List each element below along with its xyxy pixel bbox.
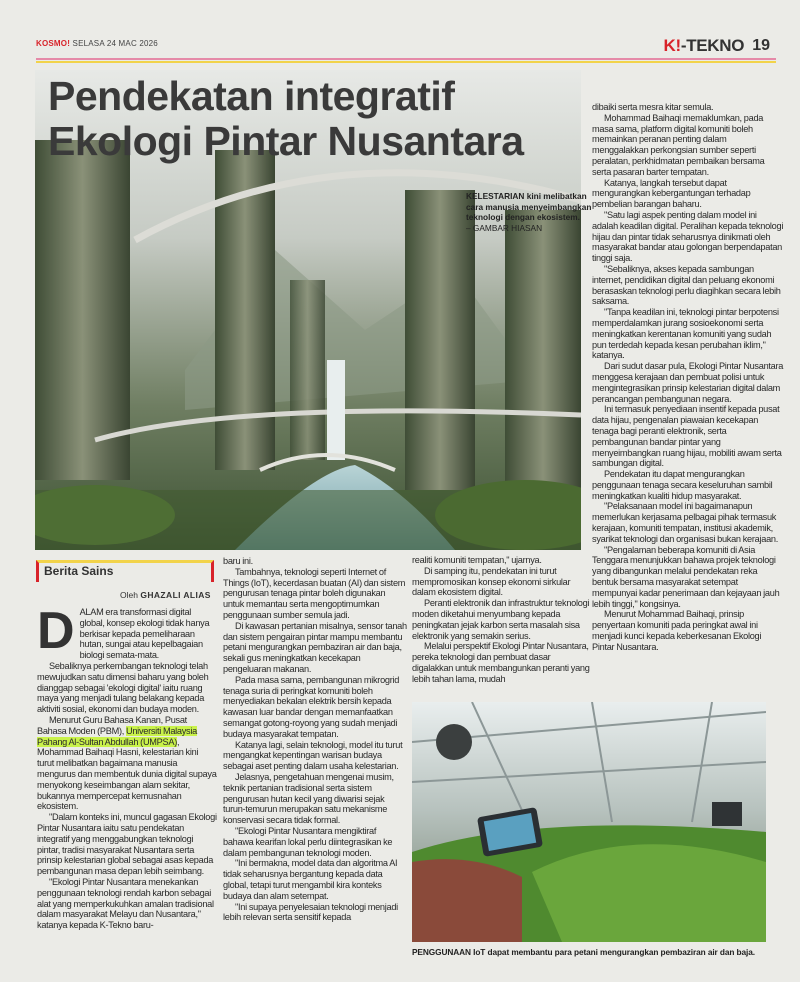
hero-caption: KELESTARIAN kini melibatkan cara manusia menyeimbangkan teknologi dengan ekosistem. – GAMBAR HIASAN [466, 191, 592, 233]
highlighted-university: Universiti Malaysia Pahang Al-Sultan Abdullah (UMPSA) [37, 725, 197, 747]
issue-date: SELASA 24 MAC 2026 [72, 39, 158, 48]
masthead-dateline [36, 39, 158, 48]
byline: Oleh GHAZALI ALIAS [120, 590, 211, 600]
column-tag: Berita Sains [44, 564, 114, 578]
article-column-3: realiti komuniti tempatan," ujarnya. Di samping itu, pendekatan ini turut mempromosikan konsep ekonomi sirkular dalam ekosistem digital. Peranti elektronik dan infrastruktur teknologi moden diketahui menyumbang kepada peningkatan jejak karbon serta masalah sisa elektronik yang semakin serius. Melalui perspektif Ekologi Pintar Nusantara, pereka teknologi dan pembuat dasar digalakkan untuk membangunkan peranti yang lebih tahan lama, mudah [412, 555, 590, 684]
greenhouse-photo [412, 702, 766, 942]
header-rule-yellow [36, 61, 776, 63]
article-column-2: baru ini. Tambahnya, teknologi seperti Internet of Things (IoT), kecerdasan buatan (AI) dan sistem pengurusan tenaga pintar boleh digunakan untuk memantau serta mengoptimumkan penggunaan sumber semula jadi. Di kawasan pertanian misalnya, sensor tanah dan sistem pengairan pintar mampu membantu petani mengurangkan pembaziran air dan baja, sekali gus meningkatkan kecekapan pengeluaran makanan. Pada masa sama, pembangunan mikrogrid tenaga suria di peringkat komuniti boleh menyediakan bekalan elektrik bersih kepada kawasan luar bandar dengan memanfaatkan semangat gotong-royong yang sudah menjadi budaya masyarakat tempatan. Katanya lagi, selain teknologi, model itu turut mengangkat kepentingan warisan budaya sebagai aset penting dalam usaha kelestarian. Jelasnya, pengetahuan mengenai musim, teknik pertanian tradisional serta sistem pengurusan hutan kecil yang diwarisi sejak turun-temurun merupakan satu mekanisme konservasi secara tidak formal. "Ekologi Pintar Nusantara mengiktiraf bahawa kearifan lokal perlu diintegrasikan ke dalam pembangunan teknologi moden. "Ini bermakna, model data dan algoritma AI tidak seharusnya bergantung kepada data global, tetapi turut mengambil kira konteks budaya dan alam setempat. "Ini supaya penyelesaian teknologi menjadi lebih relevan serta sensitif kepada [223, 556, 407, 923]
brand-logo: KOSMO! [36, 39, 71, 48]
article-column-4: dibaiki serta mesra kitar semula. Mohammad Baihaqi memaklumkan, pada masa sama, platform digital komuniti boleh memainkan peranan penting dalam menggalakkan perkongsian sumber seperti peralatan, perkhidmatan pembaikan bersama serta pasaran barter tempatan. Katanya, langkah tersebut dapat mengurangkan kebergantungan terhadap pembelian barangan baharu. "Satu lagi aspek penting dalam model ini adalah keadilan digital. Peralihan kepada teknologi hijau dan pintar tidak seharusnya dinikmati oleh masyarakat bandar atau golongan berpendapatan tinggi saja. "Sebaliknya, akses kepada sambungan internet, pendidikan digital dan peluang ekonomi berasaskan teknologi perlu diagihkan secara lebih saksama. "Tanpa keadilan ini, teknologi pintar berpotensi memperdalamkan jurang sosioekonomi serta meningkatkan kerentanan komuniti yang sudah pun terdedah kepada kesan perubahan iklim," katanya. Dari sudut dasar pula, Ekologi Pintar Nusantara menggesa kerajaan dan pembuat polisi untuk mengintegrasikan prinsip kelestarian digital dalam perancangan pembangunan negara. Ini termasuk penyediaan insentif kepada pusat data hijau, pengenalan piawaian kecekapan tenaga bagi peranti elektronik, serta pembangunan bandar pintar yang menyeimbangkan ruang hijau, mobiliti awam serta sambungan digital. Pendekatan itu dapat mengurangkan penggunaan tenaga secara keseluruhan sambil meningkatkan kualiti hidup masyarakat. "Pelaksanaan model ini bagaimanapun memerlukan kerjasama pelbagai pihak termasuk kerajaan, komuniti tempatan, institusi akademik, syarikat teknologi dan organisasi bukan kerajaan. "Pengalaman beberapa komuniti di Asia Tenggara menunjukkan bahawa projek teknologi yang dibangunkan melalui pendekatan reka bentuk bersama masyarakat setempat mempunyai kadar penerimaan dan kejayaan jauh lebih tinggi," kongsinya. Menurut Mohammad Baihaqi, prinsip penyertaan komuniti pada peringkat awal ini menjadi kunci kepada keberkesanan Ekologi Pintar Nusantara. [592, 102, 784, 652]
section-header [663, 36, 770, 56]
drop-cap: D [37, 602, 75, 660]
article-column-1: DALAM era transformasi digital global, konsep ekologi tidak hanya berkisar kepada pemeliharaan hutan, sungai atau kepelbagaian biologi semata-mata. Sebaliknya perkembangan teknologi telah mewujudkan satu dimensi baharu yang boleh dianggap sebagai 'ekologi digital' iaitu ruang maya yang menjadi tulang belakang kepada aktiviti sosial, ekonomi dan budaya moden. Menurut Guru Bahasa Kanan, Pusat Bahasa Moden (PBM), Universiti Malaysia Pahang Al-Sultan Abdullah (UMPSA), Mohammad Baihaqi Hasni, kelestarian kini turut melibatkan bagaimana manusia mengurus dan membentuk dunia digital supaya menyokong keseimbangan alam sekitar, bukannya mempercepat kemusnahan ekosistem. "Dalam konteks ini, muncul gagasan Ekologi Pintar Nusantara iaitu satu pendekatan integratif yang menggabungkan teknologi pintar, tradisi masyarakat Nusantara serta prinsip kelestarian global sebagai asas kepada pembangunan masa depan lebih seimbang. "Ekologi Pintar Nusantara menekankan penggunaan teknologi rendah karbon sebagai alat yang memperkukuhkan amalan tradisional dalam masyarakat Melayu dan Nusantara," katanya kepada K-Tekno baru- [37, 602, 217, 931]
page-title: Pendekatan integratif Ekologi Pintar Nusantara [48, 73, 524, 164]
page-number: 19 [752, 37, 770, 54]
header-rule [36, 58, 776, 60]
section-name: K!-TEKNO [663, 36, 745, 55]
photo-caption: PENGGUNAAN IoT dapat membantu para petani mengurangkan pembaziran air dan baja. [412, 947, 755, 957]
